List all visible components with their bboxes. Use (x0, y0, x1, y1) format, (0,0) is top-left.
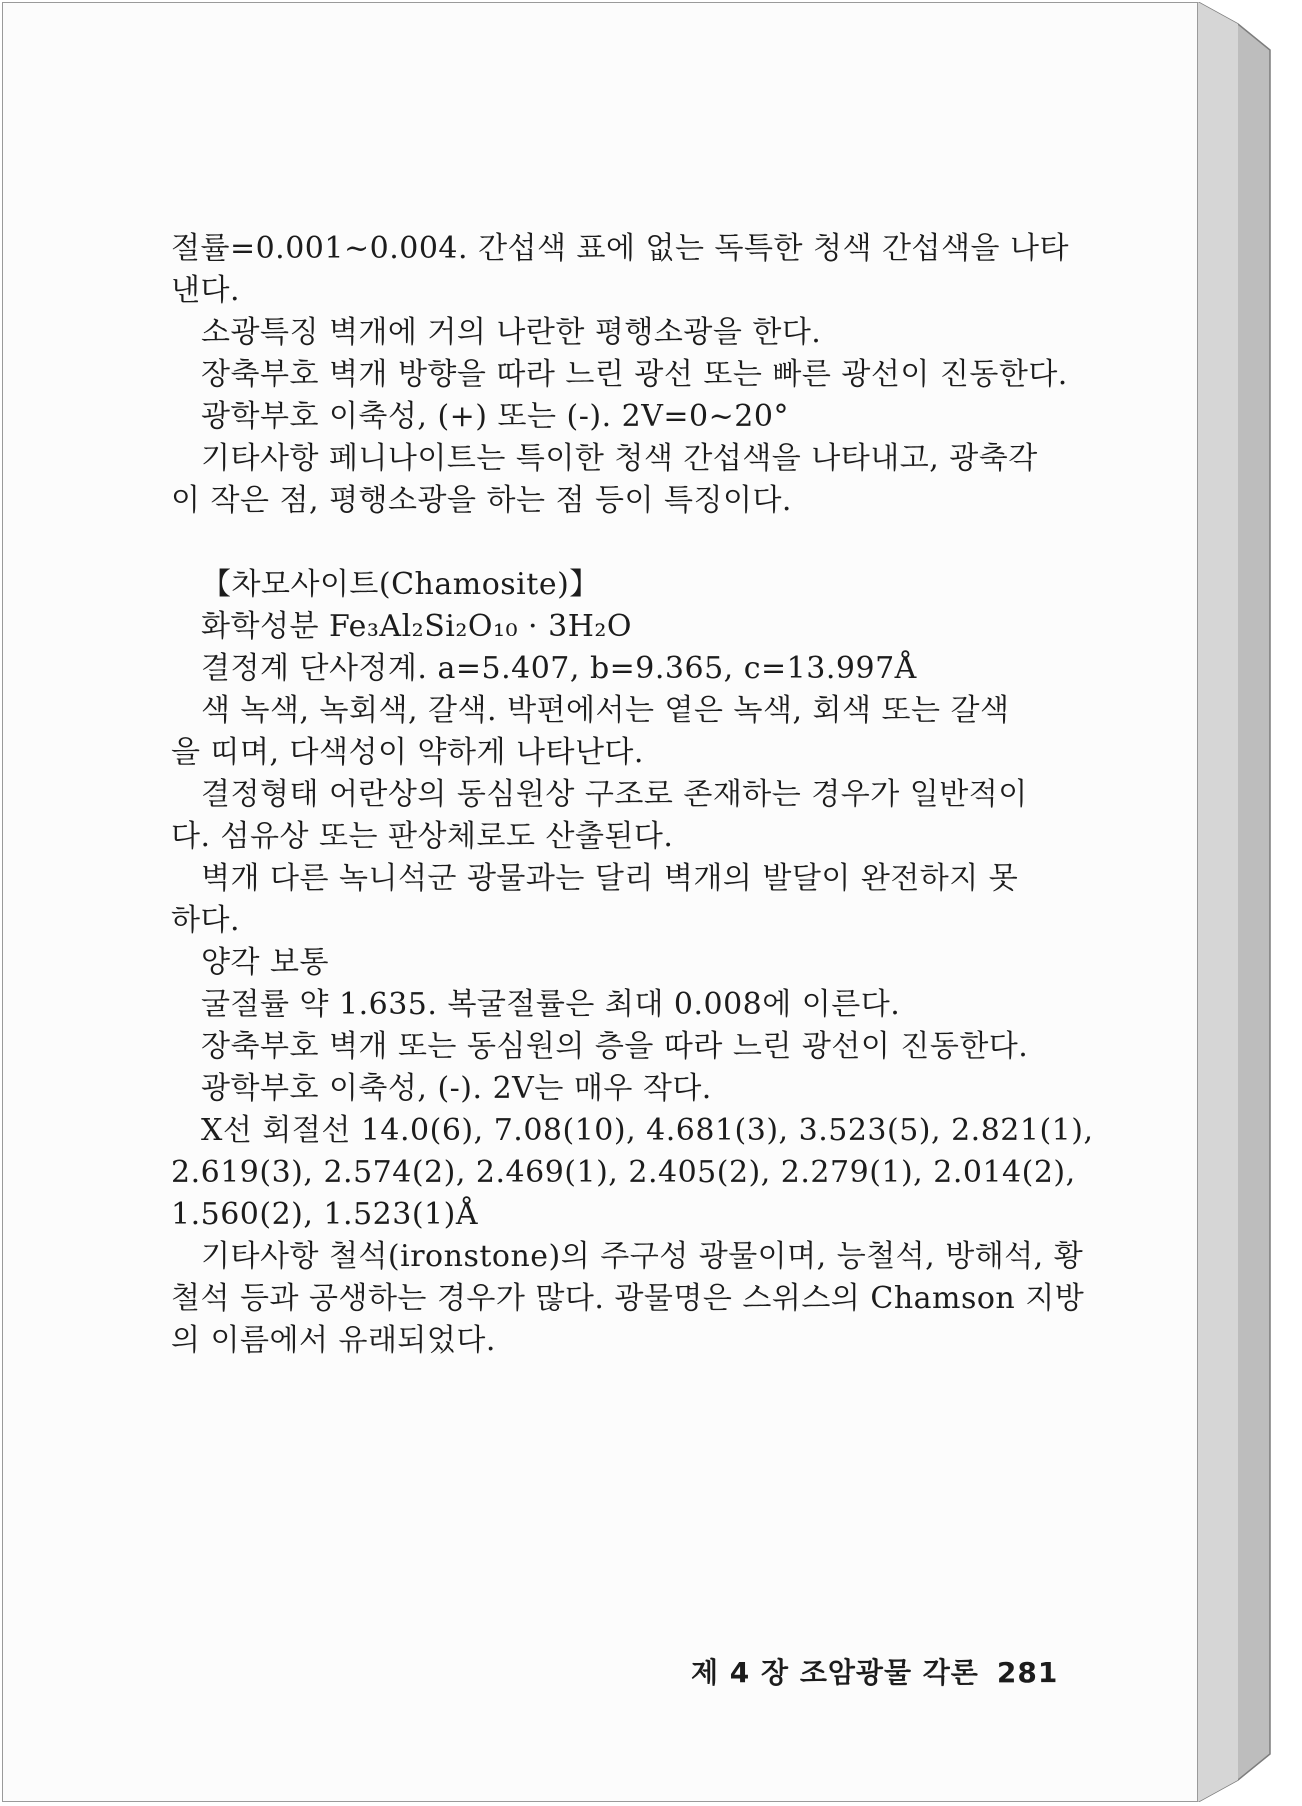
text-line: 소광특징 벽개에 거의 나란한 평행소광을 한다. (201, 315, 822, 350)
text-line: X선 회절선 14.0(6), 7.08(10), 4.681(3), 3.523(5), 2.821(1), (201, 1113, 1094, 1148)
text-line: 1.560(2), 1.523(1)Å (171, 1197, 478, 1232)
text-line: 낸다. (171, 273, 240, 308)
text-line: 철석 등과 공생하는 경우가 많다. 광물명은 스위스의 Chamson 지방 (171, 1281, 1085, 1316)
text-line: 2.619(3), 2.574(2), 2.469(1), 2.405(2), 2.279(1), 2.014(2), (171, 1155, 1076, 1190)
text-line: 을 띠며, 다색성이 약하게 나타난다. (171, 735, 644, 770)
text-line: 다. 섬유상 또는 판상체로도 산출된다. (171, 819, 674, 854)
text-line: 의 이름에서 유래되었다. (171, 1323, 496, 1358)
text-line: 결정형태 어란상의 동심원상 구조로 존재하는 경우가 일반적이 (201, 777, 1028, 812)
text-line: 양각 보통 (201, 945, 329, 980)
text-line: 기타사항 철석(ironstone)의 주구성 광물이며, 능철석, 방해석, 황 (201, 1239, 1084, 1274)
text-line: 기타사항 페니나이트는 특이한 청색 간섭색을 나타내고, 광축각 (201, 441, 1038, 476)
book-page (2, 2, 1198, 1802)
book-spine (1198, 2, 1300, 1802)
text-line: 결정계 단사정계. a=5.407, b=9.365, c=13.997Å (201, 651, 917, 686)
text-line: 하다. (171, 903, 240, 938)
text-line: 광학부호 이축성, (+) 또는 (-). 2V=0~20° (201, 399, 789, 434)
section-heading: 【차모사이트(Chamosite)】 (201, 567, 600, 602)
chapter-title: 제 4 장 조암광물 각론 (691, 1656, 979, 1689)
text-line: 장축부호 벽개 방향을 따라 느린 광선 또는 빠른 광선이 진동한다. (201, 357, 1068, 392)
text-line: 벽개 다른 녹니석군 광물과는 달리 벽개의 발달이 완전하지 못 (201, 861, 1019, 896)
text-line: 절률=0.001~0.004. 간섭색 표에 없는 독특한 청색 간섭색을 나타 (171, 231, 1069, 266)
text-line: 광학부호 이축성, (-). 2V는 매우 작다. (201, 1071, 712, 1106)
page-footer (691, 1651, 1058, 1691)
text-line: 화학성분 Fe₃Al₂Si₂O₁₀ · 3H₂O (201, 609, 632, 644)
text-line: 색 녹색, 녹회색, 갈색. 박편에서는 옅은 녹색, 회색 또는 갈색 (201, 693, 1010, 728)
page-number: 281 (996, 1656, 1059, 1689)
text-line: 굴절률 약 1.635. 복굴절률은 최대 0.008에 이른다. (201, 987, 901, 1022)
text-line: 이 작은 점, 평행소광을 하는 점 등이 특징이다. (171, 483, 792, 518)
text-line: 장축부호 벽개 또는 동심원의 층을 따라 느린 광선이 진동한다. (201, 1029, 1029, 1064)
